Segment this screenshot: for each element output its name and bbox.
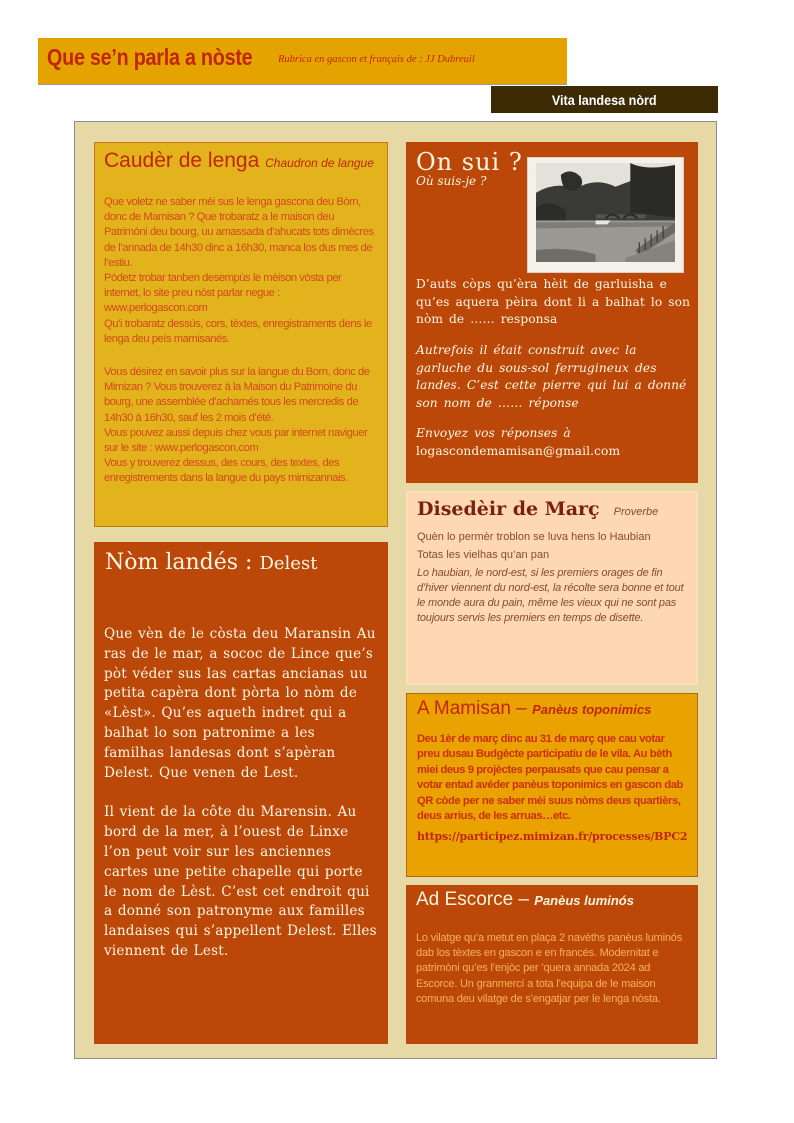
cauder-gascon-text	[104, 195, 378, 347]
cauder-gascon-line: Qu’i trobaratz dessús, cors, tèxtes, enregistraments dens le lenga deu peís mamisanés.	[104, 317, 372, 345]
nom-french-text: Il vient de la côte du Marensin. Au bord de la mer, à l’ouest de Linxe l’on peut voir sur les anciennes cartes une petite chapelle qui porte le nom de Lèst. C’est cet endroit qui a donné son patronyme aux familles landaises qui s’appellent Delest. Elles viennent de Lest.	[104, 804, 377, 959]
escorce-title-sub: Panèus luminós	[534, 893, 634, 908]
disedeir-box	[406, 491, 698, 685]
cauder-french-line: Vous désirez en savoir plus sur la langue du Born, donc de Mimizan ? Vous trouverez à la Maison du Patrimoine du bourg, une assemblée d’acharnés tous les mercredis de 14h30 à 16h30, sauf les 2 mois d’été.	[104, 366, 370, 424]
cauder-website-link[interactable]: www.perlogascon.com	[104, 302, 208, 315]
bridge-photo-image	[536, 163, 675, 262]
header-banner	[38, 38, 567, 84]
cauder-de-lenga-box	[94, 142, 388, 527]
section-tag	[491, 86, 718, 113]
mamisan-title-text: A Mamisan –	[417, 698, 527, 719]
cauder-gascon-line: Pòdetz trobar tanben desempùs le mèison vòsta per internet, lo site preu nòst parlar negue :	[104, 272, 342, 300]
disedeir-title-text: Disedèir de Març	[417, 498, 600, 520]
riddle-photo	[527, 157, 684, 273]
onsui-send-label: Envoyez vos réponses à	[416, 426, 571, 440]
on-sui-box	[406, 142, 698, 483]
disedeir-title	[417, 498, 687, 520]
onsui-contact	[416, 425, 690, 460]
cauder-title-text: Caudèr de lenga	[104, 149, 260, 172]
onsui-email-link[interactable]: logascondemamisan@gmail.com	[416, 443, 621, 458]
disedeir-tag: Proverbe	[613, 506, 659, 518]
mamisan-title-sub: Panèus toponimics	[532, 702, 652, 717]
proverb-line-2: Totas les vielhas qu’an pan	[417, 549, 550, 561]
cauder-french-line: Vous y trouverez dessus, des cours, des textes, des enregistrements dans la langue du pays mimizannais.	[104, 457, 348, 485]
mamisan-title	[417, 698, 687, 720]
mamisan-text: Deu 1èr de març dinc au 31 de març que cau votar preu dusau Budgècte participatiu de le vila. Au bèth miei deus 9 projèctes perpausats que cau pensar a votar entad avéder panèus toponimics en gascon dab QR còde per ne saber mèi suus nòms deus quartièrs, deus arrius, de les arruas…etc.	[417, 733, 683, 823]
onsui-french-text: Autrefois il était construit avec la garluche du sous-sol ferrugineux des landes. C’est cette pierre qui lui a donné son nom de …… réponse	[416, 343, 687, 410]
escorce-text: Lo vilatge qu’a metut en plaça 2 navèths panèus luminós dab los tèxtes en gascon e en francés. Modernitat e patrimòni qu’es l’enjòc per ’quera annada 2024 ad Escorce. Un granmercí a tota l’equipa de le maison comuna deu vilatge de s’engatjar per le lenga nòsta.	[416, 932, 683, 1005]
participez-link[interactable]: https://participez.mimizan.fr/processes/BPC2	[417, 830, 688, 844]
section-tag-label: Vita landesa nòrd	[552, 91, 657, 108]
proverb-french: Lo haubian, le nord-est, si les premiers orages de fin d’hiver viennent du nord-est, la récolte sera bonne et tout le monde aura du pain, même les vieux qui ne sont pas toujours servis les premiers en temps de disette.	[417, 567, 684, 624]
nom-title-name: Delest	[259, 553, 318, 574]
page-subtitle: Rubrica en gascon et français de : JJ Dubreuil	[278, 54, 475, 65]
nom-landes-box	[94, 542, 388, 1044]
cauder-title-fr: Chaudron de langue	[265, 156, 374, 170]
cauder-title	[104, 149, 378, 173]
onsui-title: On sui ?	[416, 148, 523, 176]
escorce-title	[416, 889, 688, 911]
onsui-gascon-text: D’auts còps qu’èra hèit de garluisha e qu’es aquera pèira dont li a balhat lo son nòm de …… responsa	[416, 277, 691, 327]
nom-gascon-text: Que vèn de le còsta deu Maransin Au ras de le mar, a sococ de Lince que’s pòt véder sus las cartas ancianas uu petita capèra dont pòrta lo nòm de «Lèst». Qu’es aqueth indret qui a balhat lo son patronime a les familhas landesas dont s’apèran Delest. Que venen de Lest.	[104, 626, 376, 781]
escorce-title-text: Ad Escorce –	[416, 889, 529, 910]
nom-title	[105, 550, 378, 575]
proverb-line-1: Quèn lo permèr troblon se luva hens lo Haubian	[417, 531, 651, 543]
cauder-gascon-line: Que voletz ne saber mèi sus le lenga gascona deu Bòrn, donc de Mamisan ? Que trobaratz a le maison deu Patrimòni deu bourg, uu amassada d’ahucats tots dimècres de l’annada de 14h30 dinc a 16h30, manca los dus mes de l’estiu.	[104, 196, 374, 269]
cauder-french-line: Vous pouvez aussi depuis chez vous par internet naviguer sur le site : www.perlogascon.com	[104, 426, 368, 455]
cauder-french-text	[104, 365, 378, 487]
mamisan-box	[406, 693, 698, 877]
onsui-subtitle: Où suis-je ?	[416, 174, 487, 188]
nom-title-label: Nòm landés :	[105, 550, 253, 575]
page-title: Que se’n parla a nòste	[47, 44, 253, 70]
escorce-box	[406, 885, 698, 1044]
